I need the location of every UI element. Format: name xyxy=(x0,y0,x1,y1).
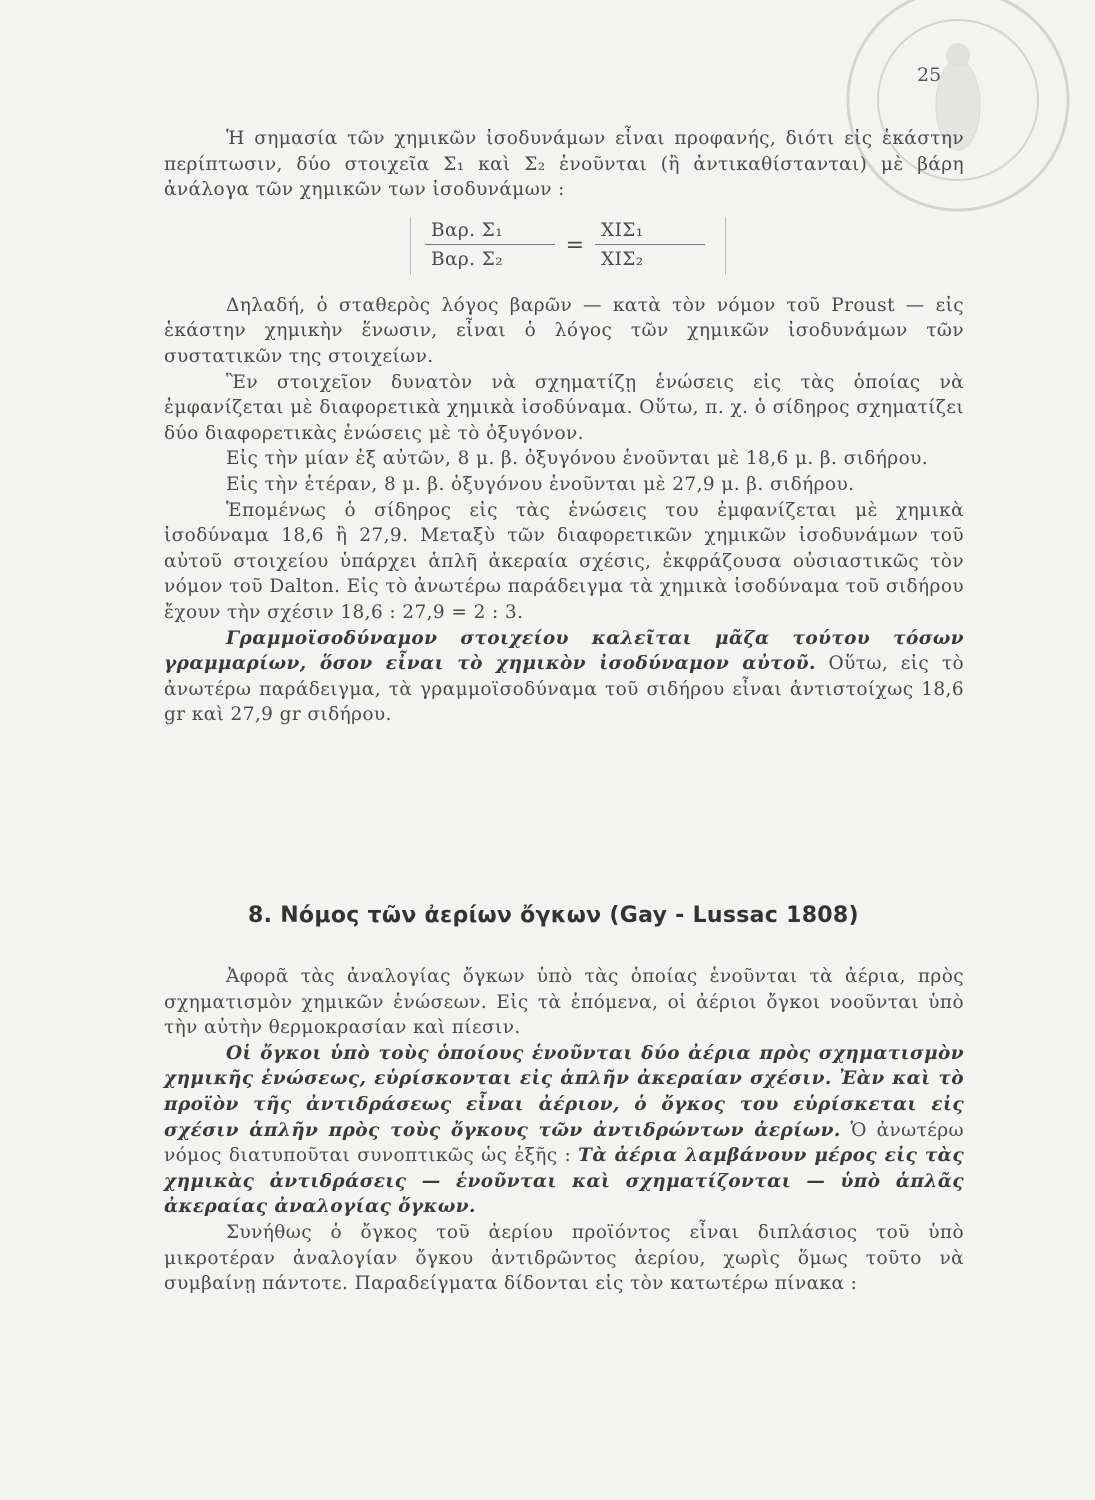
formula-equals: = xyxy=(565,232,585,258)
main-text-block xyxy=(164,126,964,728)
law-summary-intro: Ὁ ἀνωτέρω νόμος διατυποῦται συνοπτικῶς ὡς ἑξῆς : xyxy=(164,1119,964,1167)
paragraph-first-compound: Εἰς τὴν μίαν ἐξ αὐτῶν, 8 μ. β. ὀξυγόνου ἑνοῦνται μὲ 18,6 μ. β. σιδήρου. xyxy=(226,448,929,470)
formula-box xyxy=(410,217,726,275)
section-law-paragraph xyxy=(164,1041,964,1220)
paragraph-element-equivalents: Ἓν στοιχεῖον δυνατὸν νὰ σχηματίζῃ ἑνώσεις εἰς τὰς ὁποίας νὰ ἐμφανίζεται μὲ διαφορετικὰ χημικὰ ἰσοδύναμα. Οὕτω, π. χ. ὁ σίδηρος σχηματίζει δύο διαφορετικὰς ἑνώσεις μὲ τὸ ὀξυγόνον. xyxy=(164,371,964,444)
gay-lussac-law-summary: Τὰ ἀέρια λαμβάνουν μέρος εἰς τὰς χημικὰς ἀντιδράσεις — ἑνοῦνται καὶ σχηματίζονται — ὑπὸ ἁπλᾶς ἀκεραίας ἀναλογίας ὄγκων. xyxy=(164,1145,964,1218)
formula-right-denominator: ΧΙΣ₂ xyxy=(601,249,644,271)
paragraph-gram-equivalent xyxy=(164,626,964,728)
section-intro-paragraph: Ἀφορᾶ τὰς ἀναλογίας ὄγκων ὑπὸ τὰς ὁποίας ἑνοῦνται τὰ ἀέρια, πρὸς σχηματισμὸν χημικῶν ἑνώσεων. Εἰς τὰ ἑπόμενα, οἱ ἀέριοι ὄγκοι νοοῦνται ὑπὸ τὴν αὐτὴν θερμοκρασίαν καὶ πίεσιν. xyxy=(164,966,964,1039)
gram-equivalent-definition: Γραμμοϊσοδύναμον στοιχείου καλεῖται μᾶζα τούτου τόσων γραμμαρίων, ὅσον εἶναι τὸ χημικὸν ἰσοδύναμον αὐτοῦ. xyxy=(164,627,964,675)
paragraph-proust: Δηλαδή, ὁ σταθερὸς λόγος βαρῶν — κατὰ τὸν νόμον τοῦ Proust — εἰς ἑκάστην χημικὴν ἕνωσιν, εἶναι ὁ λόγος τῶν χημικῶν ἰσοδυνάμων τῶν συστατικῶν της στοιχείων. xyxy=(164,294,964,367)
formula-left-numerator: Βαρ. Σ₁ xyxy=(425,218,555,245)
page-number: 25 xyxy=(917,64,942,86)
section-text-block xyxy=(164,964,964,1297)
paragraph-dalton: Ἑπομένως ὁ σίδηρος εἰς τὰς ἑνώσεις του ἐμφανίζεται μὲ χημικὰ ἰσοδύναμα 18,6 ἢ 27,9. Μεταξὺ τῶν διαφορετικῶν χημικῶν ἰσοδυνάμων τοῦ αὐτοῦ στοιχείου ὑπάρχει ἁπλῆ ἀκεραία σχέσις, ἐκφράζουσα οὐσιαστικῶς τὸν νόμον τοῦ Dalton. Εἰς τὸ ἀνωτέρω παράδειγμα τὰ χημικὰ ἰσοδύναμα τοῦ σιδήρου ἔχουν τὴν σχέσιν 18,6 : 27,9 = 2 : 3. xyxy=(164,499,964,623)
gay-lussac-law-statement: Οἱ ὄγκοι ὑπὸ τοὺς ὁποίους ἑνοῦνται δύο ἀέρια πρὸς σχηματισμὸν χημικῆς ἑνώσεως, εὑρίσκονται εἰς ἁπλῆν ἀκεραίαν σχέσιν. Ἐὰν καὶ τὸ προϊὸν τῆς ἀντιδράσεως εἶναι ἀέριον, ὁ ὄγκος του εὑρίσκεται εἰς σχέσιν ἁπλῆν πρὸς τοὺς ὄγκους τῶν ἀντιδρώντων ἀερίων. xyxy=(164,1042,964,1141)
section-product-volume-paragraph: Συνήθως ὁ ὄγκος τοῦ ἀερίου προϊόντος εἶναι διπλάσιος τοῦ ὑπὸ μικροτέραν ἀναλογίαν ὄγκου ἀντιδρῶντος ἀερίου, χωρὶς ὅμως τοῦτο νὰ συμβαίνῃ πάντοτε. Παραδείγματα δίδονται εἰς τὸν κατωτέρω πίνακα : xyxy=(164,1221,964,1295)
formula-right-numerator: ΧΙΣ₁ xyxy=(595,218,705,245)
section-heading: 8. Νόμος τῶν ἀερίων ὄγκων (Gay - Lussac 1808) xyxy=(248,903,859,928)
intro-paragraph: Ἡ σημασία τῶν χημικῶν ἰσοδυνάμων εἶναι προφανής, διότι εἰς ἑκάστην περίπτωσιν, δύο στοιχεῖα Σ₁ καὶ Σ₂ ἑνοῦνται (ἢ ἀντικαθίστανται) μὲ βάρη ἀνάλογα τῶν χημικῶν των ἰσοδυνάμων : xyxy=(164,128,964,201)
paragraph-second-compound: Εἰς τὴν ἑτέραν, 8 μ. β. ὀξυγόνου ἑνοῦνται μὲ 27,9 μ. β. σιδήρου. xyxy=(226,473,855,495)
formula-left-denominator: Βαρ. Σ₂ xyxy=(431,249,504,271)
gram-equivalent-example: Οὕτω, εἰς τὸ ἀνωτέρω παράδειγμα, τὰ γραμμοϊσοδύναμα τοῦ σιδήρου εἶναι ἀντιστοίχως 18,6 gr καὶ 27,9 gr σιδήρου. xyxy=(164,653,964,726)
